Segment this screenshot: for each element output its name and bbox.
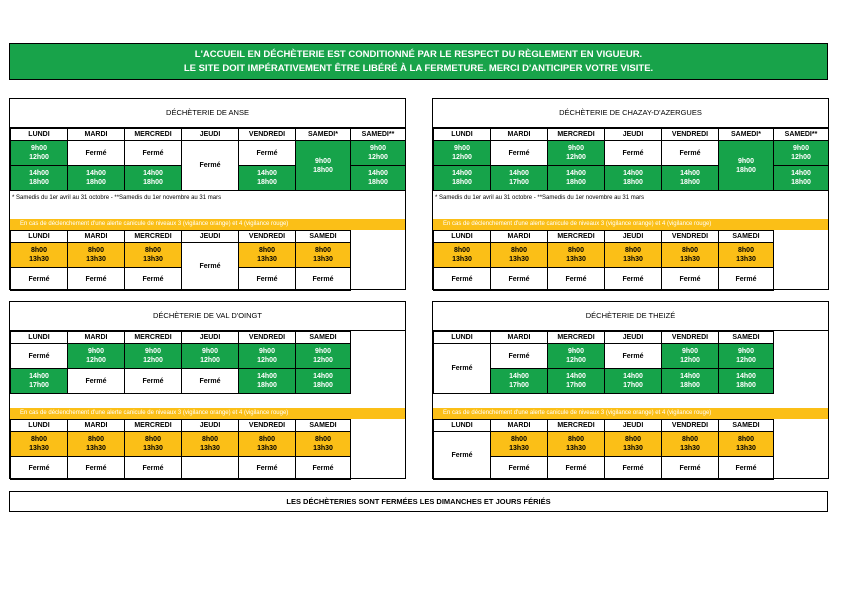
closed-cell: Fermé xyxy=(125,141,182,166)
closed-cell: Fermé xyxy=(434,344,491,394)
closed-cell: Fermé xyxy=(434,268,491,291)
banner-line-1: L'ACCUEIL EN DÉCHÈTERIE EST CONDITIONNÉ PAR LE RESPECT DU RÈGLEMENT EN VIGUEUR. xyxy=(194,49,643,60)
hours-cell: 8h00 13h30 xyxy=(296,243,351,268)
day-header: VENDREDI xyxy=(662,332,719,344)
hours-cell: 9h00 12h00 xyxy=(548,344,605,369)
hours-cell: 14h00 18h00 xyxy=(548,166,605,191)
day-header: LUNDI xyxy=(11,332,68,344)
panel-title: DÉCHÈTERIE DE VAL D'OINGT xyxy=(10,302,405,331)
hours-cell: 9h00 12h00 xyxy=(548,141,605,166)
hours-cell: 14h00 17h00 xyxy=(11,369,68,394)
hours-cell: 8h00 13h30 xyxy=(662,243,719,268)
closed-cell: Fermé xyxy=(491,457,548,480)
closed-cell: Fermé xyxy=(605,344,662,369)
day-header: JEUDI xyxy=(605,420,662,432)
panel-theize xyxy=(432,301,829,479)
closed-cell: Fermé xyxy=(239,141,296,166)
hours-cell: 8h00 13h30 xyxy=(548,243,605,268)
hours-cell: 8h00 13h30 xyxy=(548,432,605,457)
empty-cell xyxy=(182,457,239,480)
hours-cell: 8h00 13h30 xyxy=(605,243,662,268)
day-header: VENDREDI xyxy=(662,231,719,243)
closed-cell: Fermé xyxy=(68,268,125,291)
day-header: MERCREDI xyxy=(125,332,182,344)
day-header: JEUDI xyxy=(182,332,239,344)
closed-cell: Fermé xyxy=(548,457,605,480)
day-header: JEUDI xyxy=(605,129,662,141)
closed-cell: Fermé xyxy=(605,268,662,291)
hours-cell: 14h00 17h00 xyxy=(605,369,662,394)
panel-title: DÉCHÈTERIE DE ANSE xyxy=(10,99,405,128)
day-header: SAMEDI** xyxy=(774,129,829,141)
closed-cell: Fermé xyxy=(182,243,239,291)
hours-cell: 14h00 18h00 xyxy=(605,166,662,191)
rules-banner xyxy=(9,43,828,80)
hours-cell: 14h00 18h00 xyxy=(662,369,719,394)
day-header: MARDI xyxy=(491,420,548,432)
hours-cell: 14h00 18h00 xyxy=(68,166,125,191)
day-header: LUNDI xyxy=(11,231,68,243)
day-header: VENDREDI xyxy=(239,231,296,243)
regular-hours-table xyxy=(10,331,351,394)
hours-cell: 9h00 12h00 xyxy=(239,344,296,369)
heat-hours-table xyxy=(10,419,351,480)
hours-cell: 8h00 13h30 xyxy=(182,432,239,457)
closed-cell: Fermé xyxy=(68,369,125,394)
day-header: MARDI xyxy=(68,420,125,432)
day-header: MARDI xyxy=(68,129,125,141)
season-note: * Samedis du 1er avril au 31 octobre - **Samedis du 1er novembre au 31 mars xyxy=(12,195,222,201)
heat-alert-label: En cas de déclenchement d'une alerte canicule de niveaux 3 (vigilance orange) et 4 (vigilance rouge) xyxy=(433,408,828,419)
panel-chazay xyxy=(432,98,829,290)
closed-cell: Fermé xyxy=(68,457,125,480)
day-header: JEUDI xyxy=(605,231,662,243)
closed-cell: Fermé xyxy=(491,141,548,166)
hours-cell: 8h00 13h30 xyxy=(68,243,125,268)
day-header: JEUDI xyxy=(182,231,239,243)
closed-cell: Fermé xyxy=(182,369,239,394)
hours-cell: 9h00 12h00 xyxy=(719,344,774,369)
day-header: VENDREDI xyxy=(662,420,719,432)
day-header: LUNDI xyxy=(434,332,491,344)
hours-cell: 9h00 12h00 xyxy=(11,141,68,166)
closed-cell: Fermé xyxy=(662,141,719,166)
hours-cell: 8h00 13h30 xyxy=(491,243,548,268)
day-header: SAMEDI xyxy=(296,231,351,243)
hours-cell: 14h00 18h00 xyxy=(351,166,406,191)
closed-cell: Fermé xyxy=(125,369,182,394)
hours-cell: 14h00 18h00 xyxy=(125,166,182,191)
closed-cell: Fermé xyxy=(239,268,296,291)
heat-hours-table xyxy=(10,230,351,291)
hours-cell: 9h00 12h00 xyxy=(774,141,829,166)
hours-cell: 8h00 13h30 xyxy=(239,243,296,268)
hours-cell: 8h00 13h30 xyxy=(605,432,662,457)
regular-hours-table xyxy=(10,128,351,191)
day-header: MARDI xyxy=(491,332,548,344)
hours-cell: 8h00 13h30 xyxy=(11,243,68,268)
closed-cell: Fermé xyxy=(239,457,296,480)
day-header: LUNDI xyxy=(434,231,491,243)
panel-val-doingt xyxy=(9,301,406,479)
closed-cell: Fermé xyxy=(662,457,719,480)
closed-cell: Fermé xyxy=(605,141,662,166)
hours-cell: 8h00 13h30 xyxy=(239,432,296,457)
hours-cell: 9h00 12h00 xyxy=(182,344,239,369)
closed-cell: Fermé xyxy=(605,457,662,480)
day-header: MARDI xyxy=(68,332,125,344)
closed-cell: Fermé xyxy=(125,457,182,480)
hours-cell: 8h00 13h30 xyxy=(125,243,182,268)
day-header: MERCREDI xyxy=(125,231,182,243)
footer-note: LES DÉCHÈTERIES SONT FERMÉES LES DIMANCHES ET JOURS FÉRIÉS xyxy=(9,491,828,512)
day-header: MARDI xyxy=(68,231,125,243)
hours-cell: 9h00 12h00 xyxy=(125,344,182,369)
hours-cell: 14h00 18h00 xyxy=(239,369,296,394)
day-header: VENDREDI xyxy=(239,332,296,344)
closed-cell: Fermé xyxy=(125,268,182,291)
day-header: LUNDI xyxy=(11,129,68,141)
day-header: SAMEDI* xyxy=(296,129,351,141)
closed-cell: Fermé xyxy=(662,268,719,291)
panel-title: DÉCHÈTERIE DE THEIZÉ xyxy=(433,302,828,331)
day-header: SAMEDI* xyxy=(719,129,774,141)
day-header: SAMEDI xyxy=(719,231,774,243)
hours-cell: 14h00 18h00 xyxy=(662,166,719,191)
heat-alert-label: En cas de déclenchement d'une alerte canicule de niveaux 3 (vigilance orange) et 4 (vigilance rouge) xyxy=(433,219,828,230)
day-header: LUNDI xyxy=(434,420,491,432)
day-header: SAMEDI xyxy=(296,332,351,344)
hours-cell: 8h00 13h30 xyxy=(491,432,548,457)
closed-cell: Fermé xyxy=(11,268,68,291)
regular-hours-table xyxy=(433,331,774,394)
hours-cell: 8h00 13h30 xyxy=(719,243,774,268)
hours-cell: 14h00 18h00 xyxy=(434,166,491,191)
day-header: SAMEDI xyxy=(719,332,774,344)
closed-cell: Fermé xyxy=(11,344,68,369)
day-header: SAMEDI xyxy=(296,420,351,432)
closed-cell: Fermé xyxy=(491,268,548,291)
hours-cell: 9h00 18h00 xyxy=(296,141,351,191)
hours-cell: 9h00 12h00 xyxy=(68,344,125,369)
day-header: MERCREDI xyxy=(125,129,182,141)
day-header: MERCREDI xyxy=(548,231,605,243)
heat-alert-label: En cas de déclenchement d'une alerte canicule de niveaux 3 (vigilance orange) et 4 (vigilance rouge) xyxy=(10,219,405,230)
day-header: MARDI xyxy=(491,129,548,141)
day-header: SAMEDI** xyxy=(351,129,406,141)
day-header: VENDREDI xyxy=(239,420,296,432)
day-header: MERCREDI xyxy=(548,332,605,344)
day-header: JEUDI xyxy=(182,420,239,432)
winter-saturday-table xyxy=(350,128,406,191)
day-header: MARDI xyxy=(491,231,548,243)
day-header: VENDREDI xyxy=(662,129,719,141)
closed-cell: Fermé xyxy=(548,268,605,291)
hours-cell: 14h00 18h00 xyxy=(296,369,351,394)
hours-cell: 14h00 17h00 xyxy=(491,369,548,394)
hours-cell: 14h00 18h00 xyxy=(11,166,68,191)
hours-cell: 14h00 17h00 xyxy=(491,166,548,191)
winter-saturday-table xyxy=(773,128,829,191)
hours-cell: 8h00 13h30 xyxy=(662,432,719,457)
day-header: LUNDI xyxy=(434,129,491,141)
hours-cell: 9h00 12h00 xyxy=(351,141,406,166)
hours-cell: 9h00 12h00 xyxy=(662,344,719,369)
hours-cell: 8h00 13h30 xyxy=(11,432,68,457)
hours-cell: 8h00 13h30 xyxy=(719,432,774,457)
panel-title: DÉCHÈTERIE DE CHAZAY-D'AZERGUES xyxy=(433,99,828,128)
day-header: VENDREDI xyxy=(239,129,296,141)
heat-hours-table xyxy=(433,419,774,480)
season-note: * Samedis du 1er avril au 31 octobre - **Samedis du 1er novembre au 31 mars xyxy=(435,195,645,201)
day-header: JEUDI xyxy=(182,129,239,141)
banner-line-2: LE SITE DOIT IMPÉRATIVEMENT ÊTRE LIBÉRÉ À LA FERMETURE. MERCI D'ANTICIPER VOTRE VISITE. xyxy=(183,63,654,74)
day-header: LUNDI xyxy=(11,420,68,432)
closed-cell: Fermé xyxy=(182,141,239,191)
hours-cell: 8h00 13h30 xyxy=(434,243,491,268)
closed-cell: Fermé xyxy=(434,432,491,480)
closed-cell: Fermé xyxy=(296,457,351,480)
hours-cell: 14h00 18h00 xyxy=(774,166,829,191)
regular-hours-table xyxy=(433,128,774,191)
hours-cell: 9h00 18h00 xyxy=(719,141,774,191)
day-header: MERCREDI xyxy=(125,420,182,432)
day-header: MERCREDI xyxy=(548,129,605,141)
closed-cell: Fermé xyxy=(11,457,68,480)
hours-cell: 8h00 13h30 xyxy=(296,432,351,457)
closed-cell: Fermé xyxy=(491,344,548,369)
hours-cell: 14h00 17h00 xyxy=(548,369,605,394)
hours-cell: 14h00 18h00 xyxy=(239,166,296,191)
day-header: MERCREDI xyxy=(548,420,605,432)
day-header: JEUDI xyxy=(605,332,662,344)
day-header: SAMEDI xyxy=(719,420,774,432)
hours-cell: 9h00 12h00 xyxy=(434,141,491,166)
hours-cell: 9h00 12h00 xyxy=(296,344,351,369)
panel-anse xyxy=(9,98,406,290)
closed-cell: Fermé xyxy=(719,457,774,480)
closed-cell: Fermé xyxy=(296,268,351,291)
hours-cell: 8h00 13h30 xyxy=(125,432,182,457)
closed-cell: Fermé xyxy=(68,141,125,166)
closed-cell: Fermé xyxy=(719,268,774,291)
heat-hours-table xyxy=(433,230,774,291)
hours-cell: 14h00 18h00 xyxy=(719,369,774,394)
heat-alert-label: En cas de déclenchement d'une alerte canicule de niveaux 3 (vigilance orange) et 4 (vigilance rouge) xyxy=(10,408,405,419)
hours-cell: 8h00 13h30 xyxy=(68,432,125,457)
